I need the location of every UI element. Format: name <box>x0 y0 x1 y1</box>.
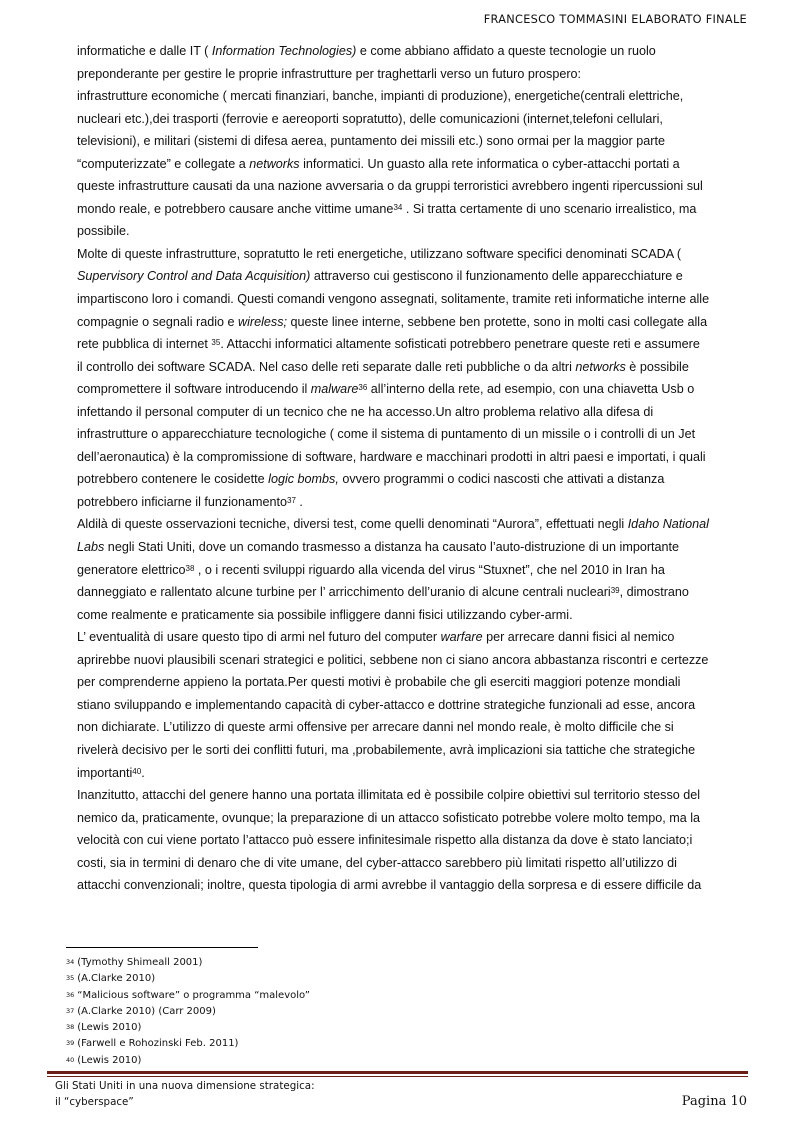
text-run: rete pubblica di internet <box>77 337 212 352</box>
footnote-reference: 35 <box>211 338 221 348</box>
text-run: televisioni), e militari (sistemi di difesa aerea, puntamento dei missili etc.) sono ormai per la maggior parte <box>77 134 665 149</box>
text-line <box>77 378 749 401</box>
footnote-number: 34 <box>66 958 75 966</box>
text-run: negli Stati Uniti, dove un comando trasmesso a distanza ha causato l’auto-distruzione di un importante <box>104 540 680 555</box>
footnote-text: (Lewis 2010) <box>77 1054 142 1066</box>
footnote-reference: 37 <box>287 495 296 505</box>
footnote-reference: 40 <box>132 766 142 776</box>
text-line <box>77 446 749 469</box>
text-run: . <box>141 765 145 780</box>
text-run: compromettere il software introducendo il <box>77 382 311 397</box>
text-run: infrastrutture economiche ( mercati finanziari, banche, impianti di produzione), energetiche(centrali elettriche, <box>77 89 684 104</box>
text-run: informatici. Un guasto alla rete informatica o cyber-attacchi portati a <box>299 156 680 171</box>
text-line <box>77 108 749 131</box>
text-run: attraverso cui gestiscono il funzionamento delle apparecchiature e <box>310 269 683 284</box>
text-line <box>77 333 749 356</box>
footnote-text: (A.Clarke 2010) (Carr 2009) <box>77 1005 216 1017</box>
text-run: impartiscono loro i comandi. Questi comandi vengono assegnati, solitamente, tramite reti informatiche interne alle <box>77 292 710 307</box>
text-run: velocità con cui viene portato l’attacco può essere infinitesimale rispetto alla distanza da dove è stato lanciato;i <box>77 833 693 848</box>
italic-text: malware <box>310 382 359 397</box>
text-line <box>77 852 749 875</box>
text-run: possibile. <box>77 224 130 239</box>
footnote-text: (Lewis 2010) <box>77 1022 142 1034</box>
text-run: potrebbero inficiarne il funzionamento <box>77 494 288 509</box>
text-line <box>77 401 749 424</box>
italic-text: Information Technologies) <box>211 44 357 58</box>
text-run: e come abbiano affidato a queste tecnologie un ruolo <box>356 44 656 58</box>
text-run: preponderante per gestire le proprie infrastrutture per traghettarli verso un futuro prospero: <box>77 66 582 81</box>
text-run: nemico da, praticamente, ovunque; la preparazione di un attacco sofisticato potrebbe volere molto tempo, ma la <box>77 810 701 825</box>
footer-document-title <box>55 1079 315 1110</box>
text-line <box>77 130 749 153</box>
footnote-reference: 38 <box>185 563 195 573</box>
text-run: costi, sia in termini di denaro che di vite umane, del cyber-attacco sarebbero più limitati rispetto all’utilizzo di <box>77 855 677 870</box>
footnote-number: 40 <box>66 1055 75 1064</box>
text-run: Molte di queste infrastrutture, sopratutto le reti energetiche, utilizzano software specifici denominati SCADA ( <box>77 246 682 261</box>
text-line <box>77 739 749 762</box>
footnote-text: (Tymothy Shimeall 2001) <box>77 957 203 968</box>
text-line <box>77 85 749 108</box>
footnote-text: (Farwell e Rohozinski Feb. 2011) <box>77 1038 239 1050</box>
text-line <box>77 153 749 176</box>
footnote <box>66 955 310 971</box>
footer-rule-thick <box>47 1071 748 1074</box>
footnote-number: 38 <box>66 1023 75 1032</box>
footnote <box>66 971 310 987</box>
text-run: Aldilà di queste osservazioni tecniche, diversi test, come quelli denominati “Aurora”, effettuati negli <box>77 517 628 532</box>
footer-title-line-1: Gli Stati Uniti in una nuova dimensione strategica: <box>55 1080 315 1092</box>
footnote-reference: 39 <box>610 586 620 596</box>
footnote-text: “Malicious software” o programma “malevolo” <box>77 989 310 1001</box>
footnote-separator <box>66 947 258 948</box>
italic-text: Labs <box>77 540 105 555</box>
text-run: aprirebbe nuovi plausibili scenari strategici e politici, sebbene non ci siano ancora abbastanza riscontri e certezze <box>77 652 709 667</box>
text-run: informatiche e dalle IT ( <box>77 44 212 58</box>
italic-text: networks <box>249 156 300 171</box>
text-line <box>77 604 749 627</box>
running-header: FRANCESCO TOMMASINI ELABORATO FINALE <box>483 13 747 26</box>
text-run: infettando il personal computer di un tecnico che ne ha accesso.Un altro problema relativo alla difesa di <box>77 404 654 419</box>
text-line <box>77 220 749 243</box>
footnote-number: 36 <box>66 990 75 999</box>
text-line <box>77 198 749 221</box>
footnote <box>66 1020 310 1036</box>
italic-text: warfare <box>440 630 483 645</box>
text-run: “computerizzate” e collegate a <box>77 156 250 171</box>
text-line <box>77 265 749 288</box>
text-line <box>77 649 749 672</box>
text-run: dell’aeronautica) è la compromissione di software, hardware e macchinari prodotti in altri paesi e importati, i quali <box>77 449 706 464</box>
text-line <box>77 175 749 198</box>
text-line <box>77 40 749 63</box>
text-run: Inanzitutto, attacchi del genere hanno una portata illimitata ed è possibile colpire obiettivi sul territorio stesso del <box>77 788 701 803</box>
text-line <box>77 423 749 446</box>
italic-text: networks <box>575 359 626 374</box>
text-line <box>77 311 749 334</box>
text-run: . <box>295 494 303 509</box>
footnote <box>66 988 310 1004</box>
text-run: , o i recenti sviluppi riguardo alla vicenda del virus “Stuxnet”, che nel 2010 in Iran ha <box>194 562 665 577</box>
text-line <box>77 762 749 785</box>
text-line <box>77 288 749 311</box>
footnote-reference: 34 <box>393 202 403 212</box>
text-run: come realmente e praticamente sia possibile infliggere danni fisici utilizzando cyber-armi. <box>77 607 573 622</box>
footnote <box>66 1053 310 1069</box>
text-run: attacchi convenzionali; inoltre, questa tipologia di armi avrebbe il vantaggio della sorpresa e di essere difficile da <box>77 878 702 893</box>
text-line <box>77 694 749 717</box>
text-line <box>77 243 749 266</box>
italic-text: Idaho National <box>627 517 709 532</box>
text-run: . Si tratta certamente di uno scenario irrealistico, ma <box>402 201 697 216</box>
footnote-reference: 36 <box>358 383 368 393</box>
text-run: ovvero programmi o codici nascosti che attivati a distanza <box>338 472 665 487</box>
text-line <box>77 559 749 582</box>
page-number: Pagina 10 <box>681 1094 747 1109</box>
body-text <box>77 40 749 897</box>
text-line <box>77 513 749 536</box>
text-line <box>77 829 749 852</box>
footnote-number: 39 <box>66 1039 75 1048</box>
text-line <box>77 491 749 514</box>
text-run: compagnie o segnali radio e <box>77 314 239 329</box>
text-run: danneggiato e rallentato alcune turbine per l’ arricchimento dell’uranio di alcune centrali nucleari <box>77 585 611 600</box>
text-line <box>77 581 749 604</box>
text-run: , dimostrano <box>619 585 689 600</box>
text-run: mondo reale, e potrebbero causare anche vittime umane <box>77 201 394 216</box>
italic-text: Supervisory Control and Data Acquisition) <box>77 269 311 284</box>
footer-title-line-2: il “cyberspace” <box>55 1095 134 1108</box>
text-line <box>77 807 749 830</box>
footnotes <box>66 955 310 1069</box>
text-run: potrebbero contenere le cosidette <box>77 472 269 487</box>
text-line <box>77 626 749 649</box>
text-line <box>77 716 749 739</box>
text-line <box>77 784 749 807</box>
footnote-text: (A.Clarke 2010) <box>77 973 156 985</box>
footnote <box>66 1004 310 1020</box>
text-line <box>77 874 749 897</box>
text-run: importanti <box>77 765 133 780</box>
footnote <box>66 1036 310 1052</box>
footnote-number: 35 <box>66 974 75 983</box>
text-run: queste linee interne, sebbene ben protette, sono in molti casi collegate alla <box>287 314 708 329</box>
text-run: generatore elettrico <box>77 562 186 577</box>
text-line <box>77 536 749 559</box>
text-run: queste infrastrutture causati da una nazione avversaria o da gruppi terroristici avrebbero ingenti ripercussioni sul <box>77 179 703 194</box>
footer-rule-thin <box>47 1076 748 1077</box>
text-run: infrastrutture o apparecchiature tecnologiche ( come il sistema di puntamento di un missile o i controlli di un Jet <box>77 427 696 442</box>
text-run: stiano sviluppando e implementando capacità di cyber-attacco e dottrine strategiche funzionali ad esse, ancora <box>77 697 696 712</box>
text-line <box>77 468 749 491</box>
text-run: L’ eventualità di usare questo tipo di armi nel futuro del computer <box>77 630 441 645</box>
text-line <box>77 671 749 694</box>
footnote-number: 37 <box>66 1006 75 1015</box>
text-run: nucleari etc.),dei trasporti (ferrovie e aereoporti sopratutto), delle comunicazioni (internet,telefoni cellulari, <box>77 111 663 126</box>
text-run: il controllo dei software SCADA. Nel caso delle reti separate dalle reti pubbliche o da altri <box>77 359 576 374</box>
text-run: rivelerà decisivo per le sorti dei conflitti futuri, ma ,probabilemente, avrà implicazioni sia tattiche che strategiche <box>77 742 696 757</box>
text-line <box>77 356 749 379</box>
italic-text: logic bombs, <box>268 472 339 487</box>
text-run: non dichiarate. L’utilizzo di queste armi offensive per arrecare danni nel mondo reale, è molto difficile che si <box>77 720 674 735</box>
text-run: all’interno della rete, ad esempio, con una chiavetta Usb o <box>367 382 695 397</box>
text-run: per arrecare danni fisici al nemico <box>482 630 675 645</box>
text-run: è possibile <box>625 359 689 374</box>
text-line <box>77 63 749 86</box>
text-run: per comprenderne appieno la portata.Per questi motivi è probabile che gli eserciti maggiori potenze mondiali <box>77 675 681 690</box>
italic-text: wireless; <box>238 314 288 329</box>
text-run: . Attacchi informatici altamente sofisticati potrebbero penetrare queste reti e assumere <box>220 337 700 352</box>
